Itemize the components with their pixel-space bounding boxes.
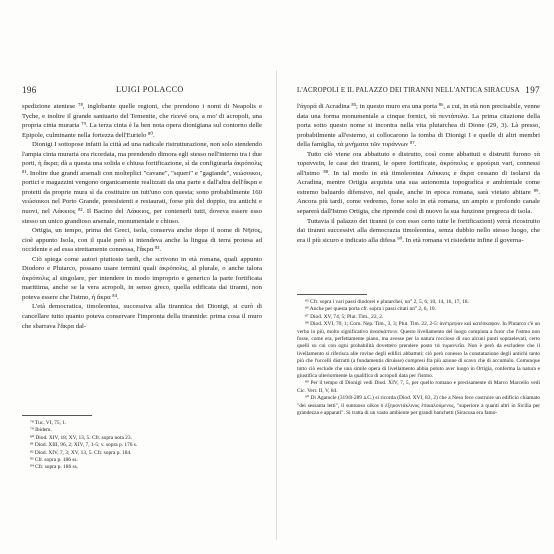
left-paragraph: Dionigi I sottopose infatti la città ad una radicale ristrutturazione, non solo stendendo l'ampia cinta muraria ora ricordata, ma prendendo dimora egli stesso nell'interno tra i due porti, ἡ ἄκρα; dà a questa una solida e chiusa fortificazione, sì da configurarla ἀκρόπολις ⁸¹. Inoltre due grandi arsenali con molteplici "cavane", "squeri" e "gagiande", νεώσοικοι, portici e magazzini vengono organicamente realizzati da una parte e dall'altra dell'ἄκρα e protetti da proprie mura sì da costituire un tutt'uno con questa; sono probabilmente 160 νεώσοικοι nel Porto Grande, preesistenti e restaurati, forse più del doppio, tra antichi e nuovi, nel Λάκκιος ⁸². Il Bacino del Λάκκιος, per contenerli tutti, doveva essere esso stesso un unico grandioso arsenale, monumentale e chiuso.: [22, 141, 262, 225]
right-paragraph: l'ἀγορά di Acradina ⁸⁵; in questo muro era una porta ⁸⁶, a cui, in età non precisabile, venne data una forma monumentale a cinque fornici, τὰ πεντάπυλα. La prima citazione della porta sotto questo nome si incontra nella vita plutarchea di Dione (29, 3). Là presso, probabilmente all'esterno, si collocarono la tomba di Dionigi I e quelle di altri membri della famiglia, τὰ μνήματα τῶν τυράννων ⁸⁷.: [297, 103, 540, 149]
left-paragraph: Ciò spiega come autori piuttosto tardi, che scrivono in età romana, quali appunto Diodoro e Plutarco, possano usare termini quali ἀκρόπολις, al plurale, o anche talora ἀκρόπολις al singolare, per intendere in modo improprio e generico la parte fortificata marittima, anche se la vera acropoli, in senso greco, quella edificata dai tiranni, non poteva essere che l'istmo, ἡ ἄκρα ⁸⁴.: [22, 255, 262, 301]
left-paragraph: spedizione ateniese ⁷⁸, inglobante quelle regioni, che prendono i nomi di Neapolis e Tyche, e inoltre il grande santuario del Temenite, che ricevé ora, a mo' di acropoli, una propria cinta muraria ⁷⁹. La terza cinta è la ben nota opera dionigiana sul contorno delle Epipole, culminante nella fortezza dell'Eurielo ⁸⁰.: [22, 103, 262, 139]
right-page-number: 197: [525, 85, 540, 95]
left-footnote: ⁸¹ Diod. XIII, 96, 2; XIV, 7, 1-5; v. sopra p. 176 s.: [30, 442, 138, 449]
left-page-number: 196: [22, 85, 37, 95]
right-footnote: ⁸⁶ Anche per questa porta cfr. sopra i passi citati nn° 2, 6, 10.: [305, 306, 436, 313]
left-footnote: ⁸² Diod. XIV, 7, 3; XV, 13, 5. Cfr. sopra p. 184.: [30, 449, 132, 456]
left-footnote: ⁸⁴ Cfr. sopra p. 186 ss.: [30, 464, 79, 471]
left-footnote: ⁷⁹ Ibidem.: [30, 427, 52, 434]
right-footnote: ⁹⁰ Di Agatocle (319/8-289 a.C.) si ricorda (Diod. XVI, 83, 2) che a Neso fece costruire un edificio chiamato "dei sessanta letti", il suntuoso oikos ὁ ἑξηκοντάκλινος ἐπικαλούμενος, "superiore a quanti altri in Sicilia per grandezza e apparati". Si tratta di un vasto ambiente per grandi banchetti (Siracusa era famo-: [297, 395, 540, 417]
right-footnote-rule: [297, 294, 367, 295]
left-footnote: ⁸³ Cfr. sopra p. 186 ss.: [30, 457, 78, 464]
left-footnote-rule: [22, 415, 92, 416]
left-body-text: [22, 102, 262, 331]
right-page: [277, 0, 554, 554]
right-page-header: [297, 85, 540, 96]
right-footnote: ⁸⁸ Diod. XVI, 70, 1; Corn. Nep. Tim., 3, 3; Plut. Tim. 22, 2-5: ἀνέτρεψαν καὶ κατέσκαψαν. In Plutarco c'è un verbo in più, molto significativo ἀνασκάπτειν. Questo livellamento del luogo compiuta a furor che l'istmo non fosse, come era, perfettamente piano, ma avesse per la natura roccioso di suo alcuni punti sopraelevati, certo quelli su cui con ogni probabilità dovettero prendere posto τὰ τυραννεῖα. Non è però da escludere che il livellamento si riferisca alle rovine degli edifici abbattuti; ciò però conesso la constatazione degli antichi tanto più che l'uccelli distrutti (a fundamentis diruisse) compresi fra più azione di scavo che di accumulo. Comunque tutto ciò esclude che una simile opera di livellamento abbia potuto aver luogo in Ortigia, conferma la natura e giustifica ulteriormente la qualifica di acropoli data per l'istmo.: [297, 321, 540, 380]
right-footnote: ⁸⁷ Diod. XV, 74, 5; Plut. Tim., 22, 2.: [305, 313, 384, 320]
right-footnotes: [297, 299, 540, 418]
left-footnote: ⁸⁰ Diod. XIV, 18; XV, 13, 5. Cfr. sopra nota 23.: [30, 434, 132, 441]
right-running-head: L'ACROPOLI E IL PALAZZO DEI TIRANNI NELL'ANTICA SIRACUSA: [297, 87, 520, 94]
left-paragraph: L'età democratica, timoleontea, successiva alla tirannica dei Dionigi, si curò di cancellare tutto quanto poteva conservare l'impronta della tirannide: prima cosa il muro che sbarrava l'ἄκρα dal-: [22, 303, 262, 330]
left-footnotes: [22, 420, 262, 472]
right-body-text: [297, 102, 540, 245]
right-paragraph: Tutto ciò viene ora abbattuto e distrutto, così come abbattuti e distrutti furono τὰ τυραννεῖα, le case dei tiranni, le opere fortificate, ἀκρόπολις e φρούρια vari, connessi all'istmo ⁸⁸. In tal modo in età timoleontea Λάκκιος e ἄκρα cessano di isolarsi da Acradina, mentre Ortigia acquista una sua autonomia topografica e ambientale come estremo baluardo difensivo, nel quale, anche in epoca romana, sarà vietato abitare ⁸⁹. Ancora più tardi, come vedremo, forse solo in età romana, un ampio e profondo canale separerà dall'Istmo Ortigia, che riprende così di nuovo la sua funzione pregreca di isola.: [297, 150, 540, 216]
right-paragraph: Tuttavia il palazzo dei tiranni (e con esso certo tutte le fortificazioni) verrà ricostruito dai tiranni successivi alla democrazia timoleontea, senza dubbio nello stesso luogo, che era il più sicuro e indicato alla difesa ⁹⁰. In età romana vi risiedette infine il governa-: [297, 217, 540, 244]
right-footnote: ⁸⁹ Per il tempo di Dionigi vedi Diod. XIV, 7, 5, per quello romano e precisamente di Marco Marcello vedi Cic. Verr. II, V, 84.: [297, 380, 540, 394]
left-footnote: ⁷⁸ Tuc. VI, 75, 1.: [30, 420, 67, 426]
left-page-header: [22, 85, 262, 96]
left-paragraph: Ortigia, un tempo, prima dei Greci, isola, conserva anche dopo il nome di Νῆσος, cioè appunto Isola, con il quale però si intendeva anche la lingua di terra protesa ad occidente e ad essa strettamente connessa, l'ἄκρα ⁸³.: [22, 227, 262, 254]
right-footnote: ⁸⁵ Cfr. sopra i vari passi diodorei e plutarchei, nn° 2, 5, 6, 10, 14, 16, 17, 18.: [305, 299, 469, 305]
left-running-head: LUIGI POLACCO: [116, 85, 184, 94]
